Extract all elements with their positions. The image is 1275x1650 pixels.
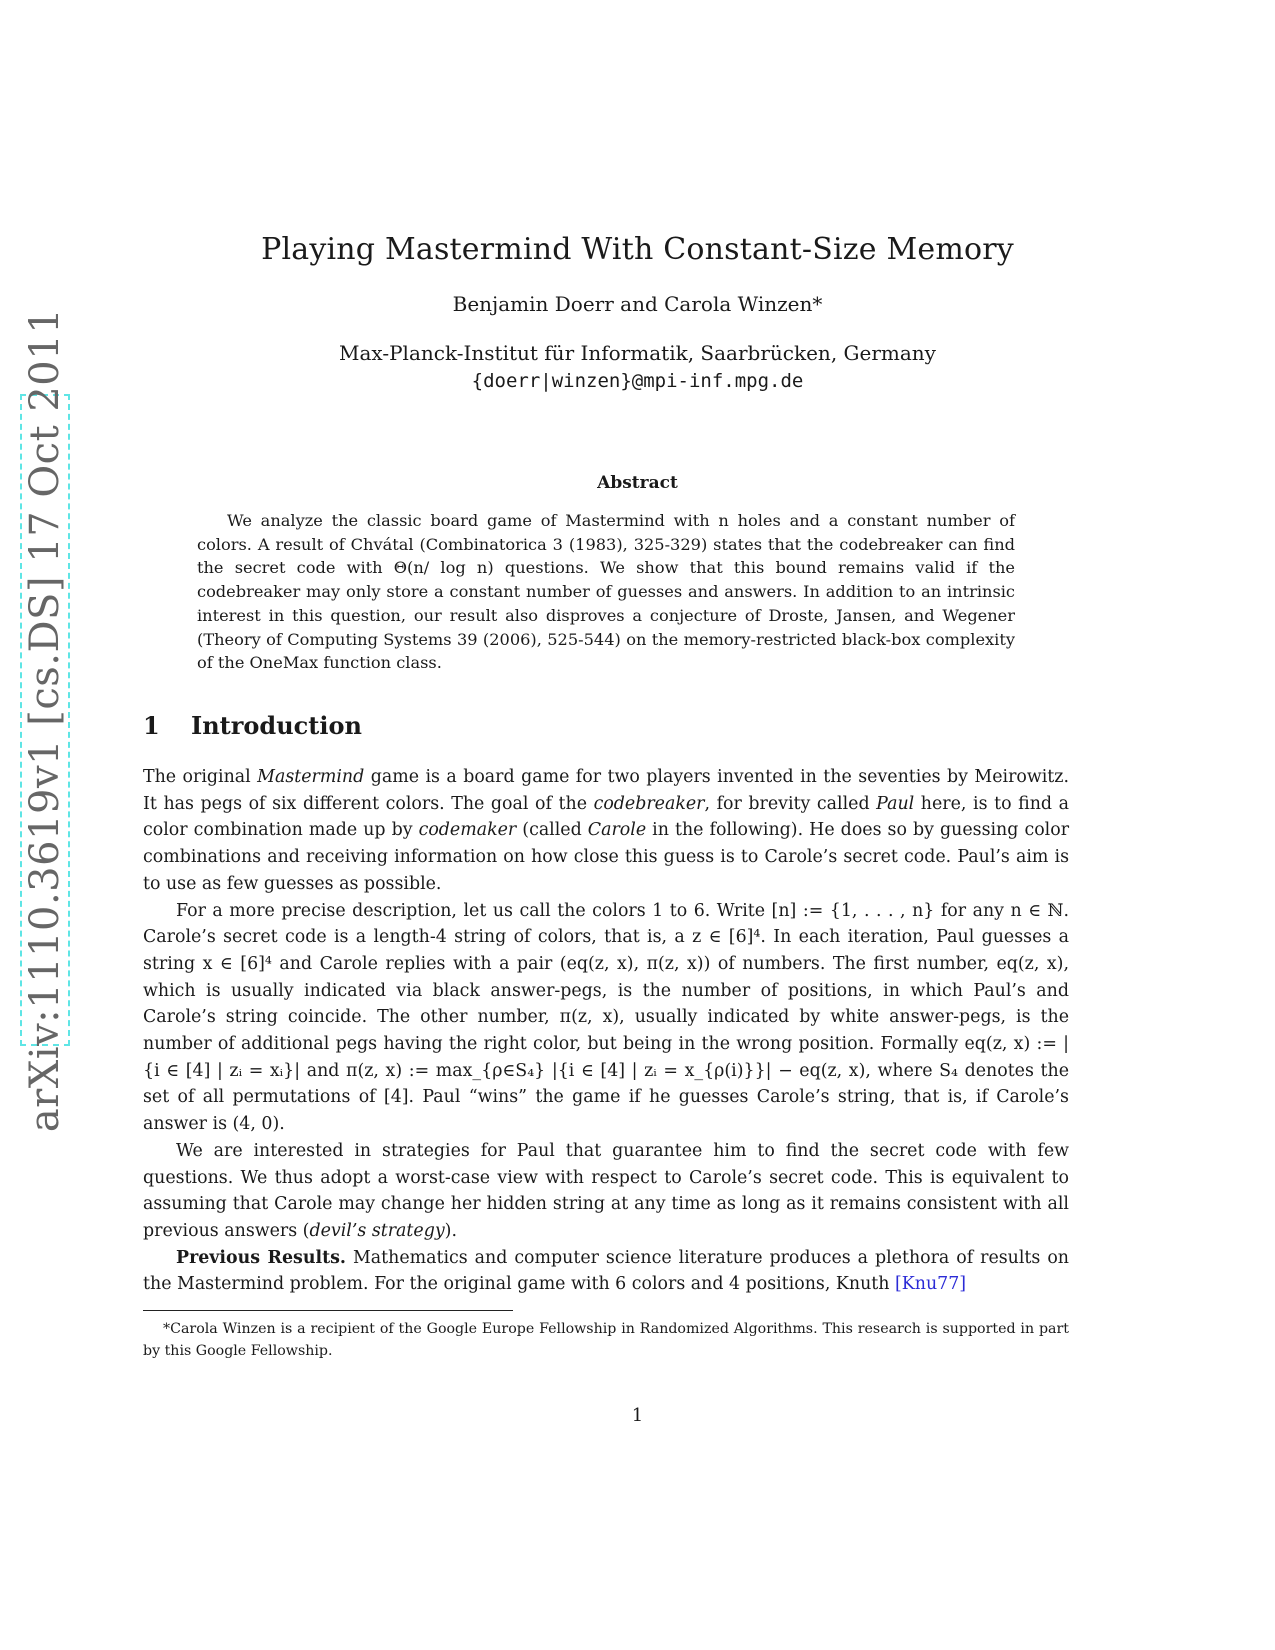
text-run: We are interested in strategies for Paul that guarantee him to find the secret code with few questions. We thus adopt a worst-case view with respect to Carole’s secret code. This is equivalent to assuming that Carole may change her hidden string at any time as long as it remains consistent with all previous answers ( [143,1140,1069,1241]
body-text [143,764,1069,1298]
emphasis: Mastermind [257,767,365,787]
emphasis: codebreaker [593,793,705,814]
paragraph-4 [143,1245,1069,1298]
text-run: , for brevity called [704,793,877,814]
text-run: ). [444,1220,457,1241]
section-heading [143,711,362,740]
emphasis: Paul [876,793,915,814]
text-run: (called [516,820,588,841]
emphasis: devil’s strategy [309,1220,445,1241]
paragraph-lead: Previous Results. [176,1247,346,1268]
text-run: here, is to find a color combination made up by [143,793,1069,841]
page-number: 1 [631,1405,644,1426]
paragraph-1 [143,764,1069,898]
text-run: The original [143,767,258,787]
email-address: {doerr|winzen}@mpi-inf.mpg.de [471,370,804,392]
emphasis: codemaker [418,820,517,841]
abstract-text: We analyze the classic board game of Mastermind with n holes and a constant number of colors. A result of Chvátal (Combinatorica 3 (1983), 325-329) states that the codebreaker can find the secret code with Θ(n/ log n) questions. We show that this bound remains valid if the codebreaker may only store a constant number of guesses and answers. In addition to an intrinsic interest in this question, our result also disproves a conjecture of Droste, Jansen, and Wegener (Theory of Computing Systems 39 (2006), 525-544) on the memory-restricted black-box complexity of the OneMax function class. [197,511,1015,673]
section-number: 1 [143,711,160,740]
emphasis: Carole [587,820,647,841]
authors: Benjamin Doerr and Carola Winzen* [452,292,823,316]
paragraph-2: For a more precise description, let us call the colors 1 to 6. Write [n] := {1, . . . , n} for any n ∈ ℕ. Carole’s secret code is a length-4 string of colors, that is, a z ∈ [6]⁴. In each iteration, Paul guesses a string x ∈ [6]⁴ and Carole replies with a pair (eq(z, x), π(z, x)) of numbers. The first number, eq(z, x), which is usually indicated via black answer-pegs, is the number of positions, in which Paul’s and Carole’s string coincide. The other number, π(z, x), usually indicated by white answer-pegs, is the number of additional pegs having the right color, but being in the wrong position. Formally eq(z, x) := |{i ∈ [4] | zᵢ = xᵢ}| and π(z, x) := max_{ρ∈S₄} |{i ∈ [4] | zᵢ = x_{ρ(i)}}| − eq(z, x), where S₄ denotes the set of all permutations of [4]. Paul “wins” the game if he guesses Carole’s string, that is, if Carole’s answer is (4, 0). [143,900,1069,1135]
text-run: game is a board game for two players invented in the seventies by Meirowitz. It has pegs of six different colors. The goal of the [143,767,1069,814]
citation-link-knu77[interactable]: [Knu77] [895,1274,967,1295]
footnote-rule [143,1310,513,1311]
arxiv-identifier: arXiv:1110.3619v1 [cs.DS] 17 Oct 2011 [22,307,68,1133]
text-run: Mathematics and computer science literature produces a plethora of results on the Mastermind problem. For the original game with 6 colors and 4 positions, Knuth [143,1247,1069,1295]
footnote: *Carola Winzen is a recipient of the Google Europe Fellowship in Randomized Algorithms. This research is supported in part by this Google Fellowship. [143,1321,1069,1359]
section-title: Introduction [191,711,362,740]
paragraph-3 [143,1138,1069,1245]
affiliation: Max-Planck-Institut für Informatik, Saarbrücken, Germany [339,341,936,365]
text-run: in the following). He does so by guessing color combinations and receiving information on how close this guess is to Carole’s secret code. Paul’s aim is to use as few guesses as possible. [143,820,1070,894]
paper-title: Playing Mastermind With Constant-Size Memory [261,232,1014,267]
abstract-heading: Abstract [597,473,678,493]
